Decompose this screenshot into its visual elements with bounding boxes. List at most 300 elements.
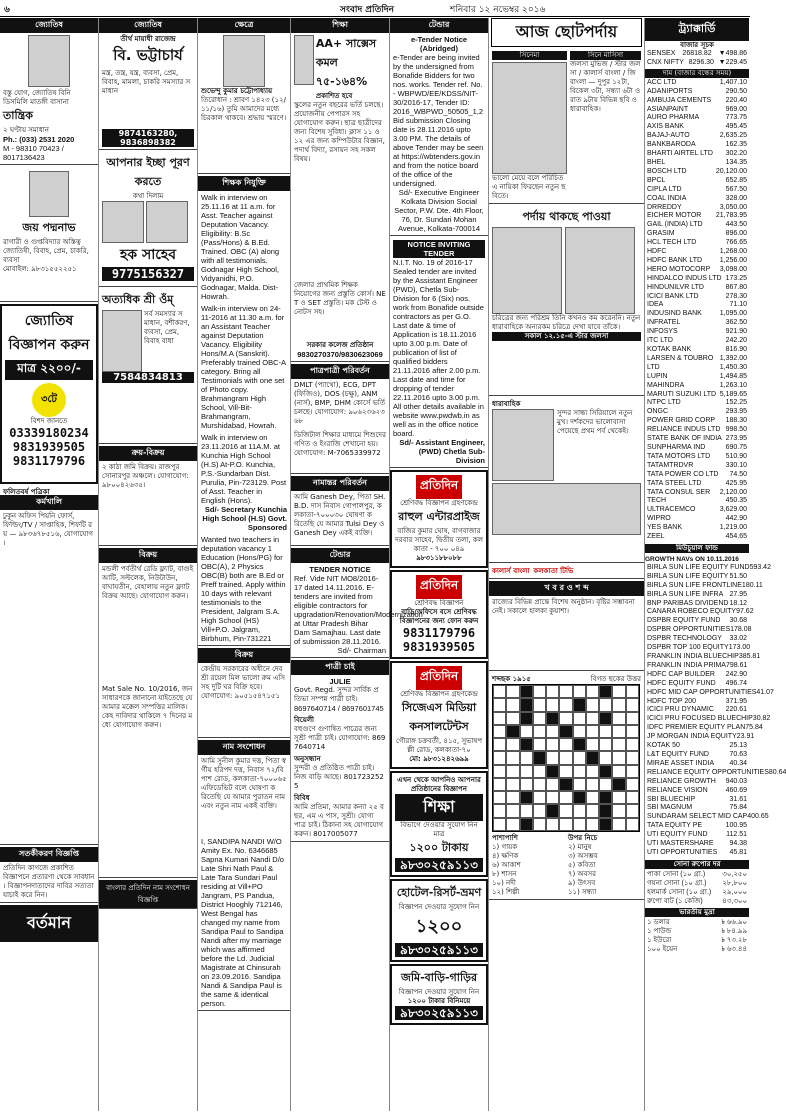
warning-text: প্রতিদিন কাগজে প্রকাশিত বিজ্ঞাপনে প্রতারণা থেকে সাবধান। বিজ্ঞাপনদাতাদের দাবির সত্যতা যাচাই করে নিন। bbox=[3, 864, 95, 899]
pratidin-head: পাত্রী চাই bbox=[291, 660, 389, 675]
currency-row-cell: ১ ডলার bbox=[647, 919, 670, 927]
fund-row-cell: 371.95 bbox=[725, 697, 747, 705]
crossword-cell[interactable] bbox=[612, 765, 625, 778]
crossword-cell[interactable] bbox=[599, 738, 612, 751]
astro1-phone: Ph.: (033) 2531 2020 bbox=[3, 135, 75, 144]
karmakhali-text: ঢুকুন অফিস পিয়নি ফোর্স, ফিল্ডিং/TV / সাপ্তাহিক, শিফটি রয় — ৯৮৩৬৭৮৫১৬, যোগাযোগ। bbox=[3, 512, 93, 547]
crossword-cell[interactable] bbox=[586, 698, 599, 711]
stock-row-cell: 766.65 bbox=[725, 239, 747, 247]
stock-row-cell: HDFC bbox=[647, 248, 667, 256]
crossword-cell[interactable] bbox=[626, 712, 639, 725]
topad2-title: আপনার ইচ্ছা পূরণ করতে bbox=[106, 156, 190, 188]
clue-across: ১) গায়ক bbox=[492, 843, 518, 851]
crossword-cell[interactable] bbox=[533, 685, 546, 698]
stock-row bbox=[645, 453, 749, 462]
om-phone: 7584834813 bbox=[102, 372, 194, 383]
law-text: আমি সুনীল কুমার দত্ত, পিতা স্বর্গীয় হরিপদ দত্ত, নিবাস ৭২/বি পাশ রোড, কলকাতা-৭০০০৬৫ এফিডেভিট বলে ঘোষণা করিতেছি যে আমার পুরাতন নাম এবং নতুন নাম একই ব্যক্তি। bbox=[201, 757, 287, 810]
tender-title: TENDER NOTICE bbox=[309, 565, 371, 574]
crossword-cell[interactable] bbox=[586, 738, 599, 751]
crossword-cell[interactable] bbox=[573, 778, 586, 791]
crossword-cell[interactable] bbox=[626, 818, 639, 831]
crossword-cell[interactable] bbox=[599, 778, 612, 791]
crossword-cell[interactable] bbox=[626, 791, 639, 804]
currency-row-cell: ৳ ৬৩.৪৪ bbox=[721, 946, 747, 954]
stock-row-cell: LARSEN & TOUBRO bbox=[647, 354, 714, 362]
crossword-cell[interactable] bbox=[493, 738, 506, 751]
edu-ad-phone: ৯৮৩০২৫৯১১৩ bbox=[395, 858, 483, 872]
crossword-cell[interactable] bbox=[612, 804, 625, 817]
stock-row bbox=[645, 248, 749, 257]
crossword-cell[interactable] bbox=[586, 685, 599, 698]
stock-row-cell: 443.50 bbox=[725, 221, 747, 229]
crossword-cell[interactable] bbox=[520, 765, 533, 778]
stock-row-cell: TATA MOTORS LTD bbox=[647, 452, 711, 460]
om-ad bbox=[99, 289, 197, 444]
julie-text: Govt. Regd. সুন্দর সার্বিক প্রতিভা সম্পন্ন পাত্রী চাই। bbox=[294, 686, 379, 703]
story-photo bbox=[492, 227, 562, 314]
crossword-cell[interactable] bbox=[493, 751, 506, 764]
edu-ad-line2: বিভাগে দেওয়ার সুযোগ নিন মাত্র bbox=[400, 821, 478, 838]
crossword-cell[interactable] bbox=[546, 698, 559, 711]
stock-row bbox=[645, 186, 749, 195]
astro1-line: তান্ত্রিক bbox=[3, 109, 33, 122]
fund-row-cell: 100.95 bbox=[725, 822, 747, 830]
fund-row-cell: HDFC EQUITY FUND bbox=[647, 679, 716, 687]
stock-row-cell: YES BANK bbox=[647, 524, 683, 532]
land-ad-phone: ৯৮৩০২৫৯১১৩ bbox=[395, 1006, 483, 1020]
fund-row-cell: 180.11 bbox=[741, 581, 763, 589]
stock-row-cell: TECH bbox=[647, 497, 667, 505]
prat3-phone: মো: ৯৮৩১২৪২৬৯৯ bbox=[409, 755, 469, 763]
crossword-cell[interactable] bbox=[559, 751, 572, 764]
crossword-cell[interactable] bbox=[626, 698, 639, 711]
edu-ad-bigword: শিক্ষা bbox=[395, 794, 483, 821]
crossword-cell[interactable] bbox=[493, 791, 506, 804]
crossword-cell[interactable] bbox=[586, 804, 599, 817]
fund-row-cell: 460.69 bbox=[725, 786, 747, 794]
name-change bbox=[198, 740, 290, 1011]
stock-row-cell: 1,407.10 bbox=[719, 78, 747, 86]
crossword-cell[interactable] bbox=[586, 791, 599, 804]
index-row-cell: 26818.82 bbox=[682, 50, 712, 57]
crossword-cell[interactable] bbox=[506, 804, 519, 817]
pratidin-center-3 bbox=[390, 661, 488, 769]
fund-row-cell: FRANKLIN INDIA BLUECHIP bbox=[647, 653, 739, 660]
fund-row-cell: 41.07 bbox=[756, 688, 774, 696]
teacher-notices bbox=[198, 176, 290, 646]
crossword-cell[interactable] bbox=[546, 791, 559, 804]
land-ad-price: ১২০০ টাকার বিনিময়ে bbox=[407, 997, 471, 1005]
hotel-ad-phone: ৯৮৩০২৫৯১১৩ bbox=[395, 943, 483, 957]
crossword-cell[interactable] bbox=[573, 725, 586, 738]
crossword-cell[interactable] bbox=[493, 804, 506, 817]
stock-row bbox=[645, 489, 749, 498]
fund-row-cell: RELIANCE GROWTH bbox=[647, 777, 716, 785]
crossword-cell[interactable] bbox=[559, 698, 572, 711]
tv-logo: কলকাতা টিভি bbox=[533, 567, 574, 575]
crossword-cell[interactable] bbox=[493, 778, 506, 791]
bhattacharya-ad bbox=[99, 18, 197, 150]
notice-text: রাজ্যের বিভিন্ন প্রান্তে বিশেষ অনুষ্ঠান। বৃষ্টির সম্ভাবনা নেই। সকালে হালকা কুয়াশা। bbox=[492, 598, 635, 615]
adbox-price: মাত্র ২২০০/- bbox=[5, 360, 93, 380]
fund-row bbox=[645, 626, 752, 635]
crossword-cell[interactable] bbox=[586, 778, 599, 791]
index-row-cell: ▼229.45 bbox=[718, 58, 747, 66]
fund-row bbox=[645, 733, 755, 742]
crossword-cell[interactable] bbox=[506, 791, 519, 804]
julie-phone: 8697640714 / 8697601745 bbox=[294, 704, 384, 713]
crossword-cell[interactable] bbox=[559, 685, 572, 698]
fund-row bbox=[645, 804, 749, 813]
stock-row bbox=[645, 391, 749, 400]
actress-photo bbox=[492, 62, 567, 174]
etender-head: e-Tender Notice (Abridged) bbox=[410, 35, 468, 53]
fund-row bbox=[645, 813, 769, 822]
crossword-cell[interactable] bbox=[506, 738, 519, 751]
crossword-cell[interactable] bbox=[573, 804, 586, 817]
fund-head: মিউচুয়াল ফান্ড bbox=[645, 544, 749, 553]
stock-row-cell: BANKBARODA bbox=[647, 141, 696, 149]
law2-text: I, SANDIPA NANDI W/O Amity Ex. No. 6346685 Sapna Kumari Nandi D/o Late Shri Nath Paul & Late Tara Sundari Paul residing at Vill+PO Jangram, PS Pandua, District Hooghly 712146, West Bengal has changed my name from Sandipa Paul to Sandipa Nandi after my marriage which was affirmed before the Ld. Judicial Magistrate at Chinsurah on 23.09.2016. Sandipa Nandi & Sandipa Paul is the same & identical person. bbox=[201, 837, 284, 1008]
crossword-cell[interactable] bbox=[612, 738, 625, 751]
stock-row-cell: BOSCH LTD bbox=[647, 167, 687, 175]
fund-row bbox=[645, 724, 763, 733]
fund-row-cell: 25.13 bbox=[729, 742, 747, 750]
crossword-cell[interactable] bbox=[626, 738, 639, 751]
person-photo bbox=[146, 201, 188, 243]
fund-row bbox=[645, 760, 749, 769]
index-row-cell: ▼498.86 bbox=[718, 50, 747, 57]
currency-row-cell: ৳ ৭৩.২৮ bbox=[721, 937, 747, 945]
stock-row-cell: 3,629.00 bbox=[719, 506, 747, 514]
crossword-cell[interactable] bbox=[493, 725, 506, 738]
crossword-cell[interactable] bbox=[599, 698, 612, 711]
gold-row-cell: ৩০,২৫০ bbox=[722, 870, 747, 878]
crossword-cell[interactable] bbox=[533, 778, 546, 791]
crossword-cell[interactable] bbox=[586, 818, 599, 831]
edu2-text: জেলার প্রাথমিক শিক্ষক নিয়োগের জন্য প্রস্তুতি কোর্স। NET ও SET প্রস্তুতি। মক টেস্ট ও নোটস সহ। bbox=[294, 281, 386, 316]
currency-row-cell: ১ পাউন্ড bbox=[647, 928, 672, 936]
fund-row-cell: 75.84 bbox=[729, 804, 747, 812]
crossword-cell[interactable] bbox=[533, 725, 546, 738]
crossword-cell[interactable] bbox=[559, 765, 572, 778]
fund-row-cell: 173.00 bbox=[728, 644, 751, 652]
stock-row bbox=[645, 462, 749, 471]
stock-row-cell: DRREDDY bbox=[647, 203, 682, 211]
crossword-cell[interactable] bbox=[520, 804, 533, 817]
stock-row bbox=[645, 159, 749, 168]
feature-story bbox=[489, 206, 644, 396]
crossword-cell[interactable] bbox=[506, 765, 519, 778]
section-tag: শিক্ষা bbox=[291, 18, 389, 33]
person-photo bbox=[102, 310, 142, 372]
crossword-cell[interactable] bbox=[626, 778, 639, 791]
crossword-cell[interactable] bbox=[493, 818, 506, 831]
obituary-photo bbox=[223, 35, 265, 87]
warning-head: সতর্কীকরণ বিজ্ঞপ্তি bbox=[0, 847, 98, 862]
gold-row-cell: ২৮,৮০০ bbox=[722, 879, 747, 887]
fund-row-cell: KOTAK 50 bbox=[647, 742, 680, 750]
fund-row-cell: BNP PARIBAS DIVIDEND bbox=[647, 599, 729, 607]
section-tag: জ্যোতিষ bbox=[0, 18, 98, 33]
fund-row bbox=[645, 671, 749, 680]
crossword bbox=[489, 673, 644, 900]
crossword-cell bbox=[599, 712, 612, 725]
stock-row-cell: 773.75 bbox=[725, 114, 747, 122]
stock-row-cell: IDEA bbox=[647, 301, 664, 309]
crossword-cell[interactable] bbox=[612, 712, 625, 725]
stock-row-cell: HINDUNILVR LTD bbox=[647, 283, 704, 291]
fund-sub: GROWTH NAVs ON 10.11.2016 bbox=[645, 555, 739, 563]
fund-row-cell: MIRAE ASSET INDIA bbox=[647, 759, 715, 767]
crossword-cell[interactable] bbox=[546, 725, 559, 738]
crossword-cell[interactable] bbox=[586, 765, 599, 778]
index-row-cell: CNX NIFTY bbox=[647, 58, 684, 66]
promo-text: সকাল ১২.১৫-এ স্টার জলসা bbox=[492, 332, 641, 341]
stock-row-cell: 1,450.30 bbox=[719, 363, 747, 371]
stock-row-cell: 1,263.10 bbox=[719, 381, 747, 389]
stock-row-cell: 1,256.00 bbox=[719, 256, 747, 264]
crossword-cell bbox=[520, 818, 533, 831]
adbox-phone: 9831179796 bbox=[12, 454, 86, 468]
fund-row-cell: 45.81 bbox=[729, 848, 747, 856]
bartaman-logo: বর্তমান bbox=[0, 905, 98, 942]
stock-row bbox=[645, 524, 749, 533]
fund-row bbox=[645, 680, 749, 689]
column-markets bbox=[645, 18, 786, 1111]
fund-row-cell: SBI MAGNUM bbox=[647, 804, 693, 812]
crossword-cell[interactable] bbox=[573, 685, 586, 698]
fund-row-cell: TATA EQUITY PE bbox=[647, 822, 703, 830]
fund-row bbox=[645, 768, 786, 778]
fund-row-cell: 496.74 bbox=[725, 679, 747, 687]
nit-notice bbox=[390, 238, 488, 468]
crossword-cell[interactable] bbox=[533, 818, 546, 831]
stock-row bbox=[645, 284, 749, 293]
crossword-cell[interactable] bbox=[626, 804, 639, 817]
crossword-cell[interactable] bbox=[573, 751, 586, 764]
crossword-cell[interactable] bbox=[506, 751, 519, 764]
stock-row-cell: 896.00 bbox=[725, 230, 747, 238]
crossword-cell[interactable] bbox=[546, 751, 559, 764]
stock-row bbox=[645, 373, 749, 382]
astro2-contact: মোবাইল: ৯৮৩১৫৫২২৫১ bbox=[3, 265, 77, 273]
land-ad-title: জমি-বাড়ি-গাড়ির bbox=[401, 971, 477, 984]
crossword-cell[interactable] bbox=[626, 751, 639, 764]
matrimony-section bbox=[291, 660, 389, 842]
crossword-cell[interactable] bbox=[559, 818, 572, 831]
stock-row bbox=[645, 328, 749, 337]
stock-row bbox=[645, 88, 749, 97]
fund-row-cell: 593.42 bbox=[749, 563, 771, 571]
section-tag: জ্যোতিষ bbox=[99, 18, 197, 33]
crossword-cell[interactable] bbox=[573, 818, 586, 831]
astro1-mobile: M - 98310 70423 / 8017136423 bbox=[3, 144, 64, 162]
stock-row-cell: 510.90 bbox=[725, 452, 747, 460]
stock-row-cell: MAHINDRA bbox=[647, 381, 685, 389]
fund-row-cell: 30.82 bbox=[752, 715, 771, 723]
om-text: সর্ব সমস্যার সমাধান, বশীকরণ, ব্যবসা, প্রেম, বিবাহ বাধা bbox=[144, 310, 190, 345]
stock-row-cell: LTD bbox=[647, 363, 660, 371]
fund-row bbox=[645, 600, 749, 609]
crossword-cell[interactable] bbox=[599, 725, 612, 738]
sale-head: বিক্রয় bbox=[198, 648, 290, 663]
crossword-cell[interactable] bbox=[559, 738, 572, 751]
column-tenders bbox=[390, 18, 489, 1111]
stock-row bbox=[645, 319, 749, 328]
stock-row bbox=[645, 177, 749, 186]
astro2-text: রাগারী ও গুপ্তবিদ্যার অস্তিত্ব জ্যোতিষী, বিবাহ, প্রেম, চাকরি, ব্যবসা bbox=[3, 238, 89, 264]
crossword-cell[interactable] bbox=[612, 725, 625, 738]
column-entertainment bbox=[489, 18, 645, 1111]
stock-row-cell: EICHER MOTOR bbox=[647, 212, 702, 220]
index-row bbox=[645, 50, 749, 59]
crossword-cell[interactable] bbox=[559, 804, 572, 817]
crossword-cell[interactable] bbox=[506, 778, 519, 791]
currency-table bbox=[645, 919, 749, 955]
teacher-head: শিক্ষক নিযুক্তি bbox=[198, 176, 290, 191]
crossword-cell[interactable] bbox=[493, 765, 506, 778]
crossword-cell[interactable] bbox=[586, 725, 599, 738]
crossword-cell[interactable] bbox=[533, 712, 546, 725]
crossword-cell bbox=[599, 765, 612, 778]
stock-row bbox=[645, 337, 749, 346]
crossword-cell[interactable] bbox=[612, 698, 625, 711]
obit-text: তিরোধান : শ্রাবণ ১৪২৩ (১২/১১/১৬) তুমি আমাদের মধ্যে চিরকাল থাকবে। শ্রদ্ধায় স্মরণে। bbox=[201, 96, 287, 122]
crossword-cell[interactable] bbox=[612, 818, 625, 831]
crossword-cell[interactable] bbox=[586, 712, 599, 725]
crossword-cell[interactable] bbox=[612, 791, 625, 804]
fund-row-cell: ICICI PRU DYNAMIC bbox=[647, 706, 714, 714]
haq-phone: 9775156327 bbox=[102, 267, 194, 281]
crossword-cell[interactable] bbox=[493, 685, 506, 698]
fund-row-cell: 70.63 bbox=[729, 750, 747, 758]
prat3-name: সিজেএস মিডিয়া কনসালটেন্টস bbox=[401, 701, 477, 733]
stock-row bbox=[645, 444, 749, 453]
clue-across: ৬) আকাশ bbox=[492, 861, 521, 869]
etender-sign: Sd/- Executive Engineer Kolkata Division Social Sector, P.W. Dte. 4th Floor, 76, Dr. Sundari Mohan Avenue, Kolkata-700014 bbox=[394, 188, 484, 233]
stock-row bbox=[645, 221, 749, 230]
clue-down: ১১) সন্ধ্যা bbox=[568, 888, 597, 896]
fund-row-cell: JP MORGAN INDIA EQUITY bbox=[647, 733, 737, 741]
stock-row-cell: 867.80 bbox=[725, 283, 747, 291]
serial-photo bbox=[492, 483, 641, 535]
stock-row-cell: AXIS BANK bbox=[647, 123, 684, 131]
education-promo bbox=[390, 771, 488, 877]
stock-row-cell: 442.90 bbox=[725, 515, 747, 523]
stock-row bbox=[645, 515, 749, 524]
stock-row bbox=[645, 301, 749, 310]
crossword-cell[interactable] bbox=[533, 804, 546, 817]
crossword-cell[interactable] bbox=[612, 751, 625, 764]
crossword-cell bbox=[533, 751, 546, 764]
story-text: চরিত্রের জন্য পরিশ্রম তিনি কখনও কম করেননি। নতুন ধারাবাহিকে অন্যরকম চরিত্রে দেখা যাবে তাঁকে। bbox=[492, 314, 641, 331]
section-tag: ক্ষেত্রে bbox=[198, 18, 290, 33]
crossword-cell[interactable] bbox=[546, 738, 559, 751]
currency-row bbox=[645, 946, 749, 955]
crossword-cell[interactable] bbox=[520, 725, 533, 738]
crossword-cell[interactable] bbox=[546, 685, 559, 698]
crossword-cell[interactable] bbox=[493, 712, 506, 725]
crossword-cell[interactable] bbox=[493, 698, 506, 711]
clue-across: ১০) নদী bbox=[492, 879, 516, 887]
crossword-cell[interactable] bbox=[520, 778, 533, 791]
crossword-grid[interactable] bbox=[492, 684, 640, 832]
stock-row-cell: ASIANPAINT bbox=[647, 105, 689, 113]
crossword-cell[interactable] bbox=[626, 685, 639, 698]
actress-caption: ভালো মেয়ে বলে পরিচিত এ নায়িকা ফিরছেন নতুন ছবিতে। bbox=[492, 174, 566, 200]
fund-row bbox=[645, 840, 749, 849]
crossword-cell[interactable] bbox=[559, 712, 572, 725]
crossword-cell bbox=[520, 712, 533, 725]
name-section bbox=[291, 476, 389, 546]
sign-text: সুন্দর সান্ধ্য সিরিয়ালে নতুন মুখ। দর্শকদের ভালোবাসা পেয়েছে প্রথম পর্ব থেকেই। bbox=[557, 409, 633, 435]
crossword-cell[interactable] bbox=[520, 751, 533, 764]
crossword-cell[interactable] bbox=[533, 698, 546, 711]
fund-row bbox=[645, 608, 754, 617]
crossword-cell[interactable] bbox=[506, 818, 519, 831]
ad3-text: সুন্দরী ও প্রতিষ্ঠিত পাত্রী চাই। নিজ বাড়ি আছে। 8017232525 bbox=[294, 764, 384, 790]
fund-row-cell: SUNDARAM SELECT MID CAP bbox=[647, 813, 748, 821]
obituary bbox=[198, 18, 290, 174]
issue-date: শনিবার ১২ নভেম্বর ২০১৬ bbox=[450, 5, 546, 15]
crossword-cell bbox=[599, 685, 612, 698]
crossword-cell[interactable] bbox=[533, 738, 546, 751]
crossword-cell[interactable] bbox=[626, 725, 639, 738]
market-head: ট্র্যাক্কার্ডি bbox=[645, 18, 749, 41]
crossword-cell bbox=[573, 791, 586, 804]
stock-row-cell: INFOSYS bbox=[647, 328, 678, 336]
crossword-cell[interactable] bbox=[626, 765, 639, 778]
crossword-cell[interactable] bbox=[573, 765, 586, 778]
crossword-cell[interactable] bbox=[573, 712, 586, 725]
karmakhali-section bbox=[0, 486, 98, 845]
crossword-cell[interactable] bbox=[533, 765, 546, 778]
crossword-cell[interactable] bbox=[533, 791, 546, 804]
crossword-cell[interactable] bbox=[546, 818, 559, 831]
stock-row bbox=[645, 435, 749, 444]
stock-row bbox=[645, 114, 749, 123]
law-head: নাম সংশোধন bbox=[198, 740, 290, 755]
crossword-cell[interactable] bbox=[546, 778, 559, 791]
crossword-cell[interactable] bbox=[612, 685, 625, 698]
crossword-cell bbox=[586, 751, 599, 764]
currency-row-cell: ৳ ৬৬.৯০ bbox=[721, 919, 747, 927]
crossword-cell bbox=[546, 804, 559, 817]
name-text: আমি Ganesh Dey, পিতা SH.B.D. দাস নিবাস গোপালপুর, কলকাতা-৭০০০৩০ ঘোষণা করিতেছি যে আমার Tulsi Dey ও Ganesh Dey একই ব্যক্তি। bbox=[294, 493, 386, 537]
crossword-cell[interactable] bbox=[506, 712, 519, 725]
ad4-head: বিবিধ bbox=[294, 794, 310, 802]
fund-row-cell: BIRLA SUN LIFE FRONTLINE bbox=[647, 581, 742, 589]
teacher3-text: Walk in interview on 23.11.2016 at 11A.M. at Kunchia High School (H.S) At-P.O. Kunchia, P.S.-Sundarban Dist. Purulia, Pin-723129. Post of Asst. Teacher in English (Hons). bbox=[201, 433, 287, 505]
stock-row bbox=[645, 497, 749, 506]
crossword-cell[interactable] bbox=[506, 685, 519, 698]
stock-row bbox=[645, 132, 749, 141]
clue-across: ৪) ক্ষণিক bbox=[492, 852, 519, 860]
crossword-cell[interactable] bbox=[599, 751, 612, 764]
center-phone: 9830270370/9830623069 bbox=[297, 350, 383, 359]
crossword-cell bbox=[573, 738, 586, 751]
fund-row-cell: 31.61 bbox=[729, 795, 747, 803]
crossword-cell bbox=[573, 698, 586, 711]
prat1-name: রাহুল এন্টারপ্রাইজ bbox=[398, 510, 480, 523]
topad-line: তীর্থ মায়াধী রাজেন্দ্র bbox=[120, 35, 176, 43]
stock-row-cell: LUPIN bbox=[647, 372, 668, 380]
crossword-cell[interactable] bbox=[559, 791, 572, 804]
fund-row-cell: BIRLA SUN LIFE EQUITY FUND bbox=[647, 563, 750, 571]
crossword-cell[interactable] bbox=[506, 698, 519, 711]
fund-row bbox=[645, 653, 761, 662]
